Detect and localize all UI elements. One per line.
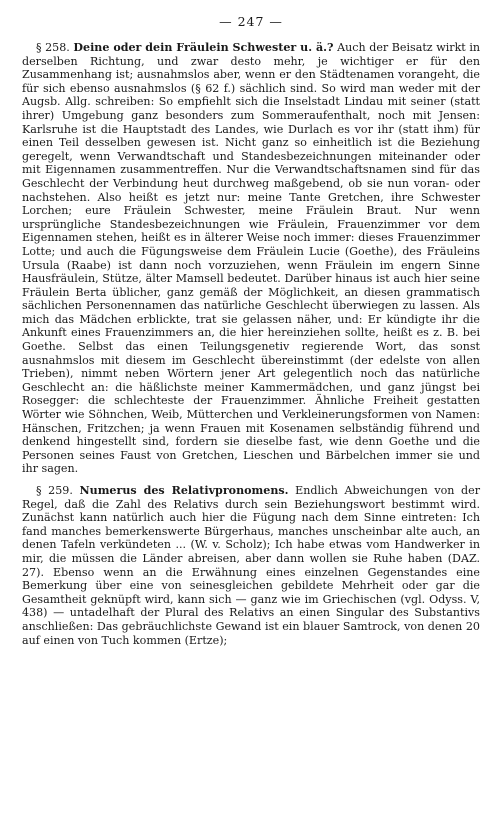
section-number: § 258. [36, 41, 70, 54]
section-number: § 259. [36, 484, 73, 497]
section-258 [22, 41, 480, 476]
section-heading: Numerus des Relativpronomens. [79, 484, 289, 497]
section-body: Auch der Beisatz wirkt in derselben Richtung, und zwar desto mehr, je wichtiger er für den Zusammenhang ist; ausnahmslos aber, wenn er den Städtenamen vorangeht, die für sich ebenso ausnahmslos (§ 62 f.) sächlich sind. So wird man weder mit der Augsb. Allg. schreiben: So empfiehlt sich die Inselstadt Lindau mit seiner (statt ihrer) Umgebung ganz besonders zum Sommeraufenthalt, noch mit Jensen: Karlsruhe ist die Hauptstadt des Landes, wie Durlach es vor ihr (statt ihm) für einen Teil desselben gewesen ist. Nicht ganz so einheitlich ist die Beziehung geregelt, wenn Verwandtschaft und Standesbezeichnungen miteinander oder mit Eigennamen zusammentreffen. Nur die Verwandtschaftsnamen sind für das Geschlecht der Verbindung heut durchweg maßgebend, ob sie nun voran- oder nachstehen. Also heißt es jetzt nur: meine Tante Gretchen, ihre Schwester Lorchen; eure Fräulein Schwester, meine Fräulein Braut. Nur wenn ursprüngliche Standesbezeichnungen wie Fräulein, Frauenzimmer vor dem Eigennamen stehen, heißt es in älterer Weise noch immer: dieses Frauenzimmer Lotte; und auch die Fügungsweise dem Fräulein Lucie (Goethe), des Fräuleins Ursula (Raabe) ist dann noch vorzuziehen, wenn Fräulein im engern Sinne Hausfräulein, Stütze, älter Mamsell bedeutet. Darüber hinaus ist auch hier seine Fräulein Berta üblicher, ganz gemäß der Möglichkeit, an diesen grammatisch sächlichen Personennamen das natürliche Geschlecht überwiegen zu lassen. Als mich das Mädchen erblickte, trat sie gelassen näher, und: Er kündigte ihr die Ankunft eines Frauenzimmers an, die hier hereinziehen sollte, heißt es z. B. bei Goethe. Selbst das einen Teilungsgenetiv regierende Wort, das sonst ausnahmslos mit diesem im Geschlecht übereinstimmt (der edelste von allen Trieben), nimmt neben Wörtern jener Art gelegentlich noch das natürliche Geschlecht an: die häßlichste meiner Kammermädchen, und ganz jüngst bei Rosegger: die schlechteste der Frauenzimmer. Ähnliche Freiheit gestatten Wörter wie Söhnchen, Weib, Mütterchen und Verkleinerungsformen von Namen: Hänschen, Fritzchen; ja wenn Frauen mit Kosenamen selbständig führend und denkend hingestellt sind, fordern sie dieselbe fast, wie denn Goethe und die Personen seines Faust von Gretchen, Lieschen und Bärbelchen immer sie und ihr sagen. [22, 41, 481, 476]
page-number: — 247 — [219, 14, 283, 29]
section-body: Endlich Abweichungen von der Regel, daß die Zahl des Relativs durch sein Beziehungswort bestimmt wird. Zunächst kann natürlich auch hier die Fügung nach dem Sinne eintreten: Ich fand manches bemerkenswerte Bürgerhaus, manches unscheinbar alte auch, an denen Tafeln verkündeten ... (W. v. Scholz); Ich habe etwas vom Handwerker in mir, die müssen die Länder abreisen, aber dann wollen sie Ruhe haben (DAZ. 27). Ebenso wenn an die Erwähnung eines einzelnen Gegenstandes eine Bemerkung über eine von seinesgleichen gebildete Mehrheit oder gar die Gesamtheit geknüpft wird, kann sich — ganz wie im Griechischen (vgl. Odyss. V, 438) — untadelhaft der Plural des Relativs an einen Singular des Substantivs anschließen: Das gebräuchlichste Gewand ist ein blauer Samtrock, von denen 20 auf einen von Tuch kommen (Ertze); [22, 484, 480, 647]
section-heading: Deine oder dein Fräulein Schwester u. ä.? [73, 41, 334, 54]
section-259 [22, 484, 480, 647]
